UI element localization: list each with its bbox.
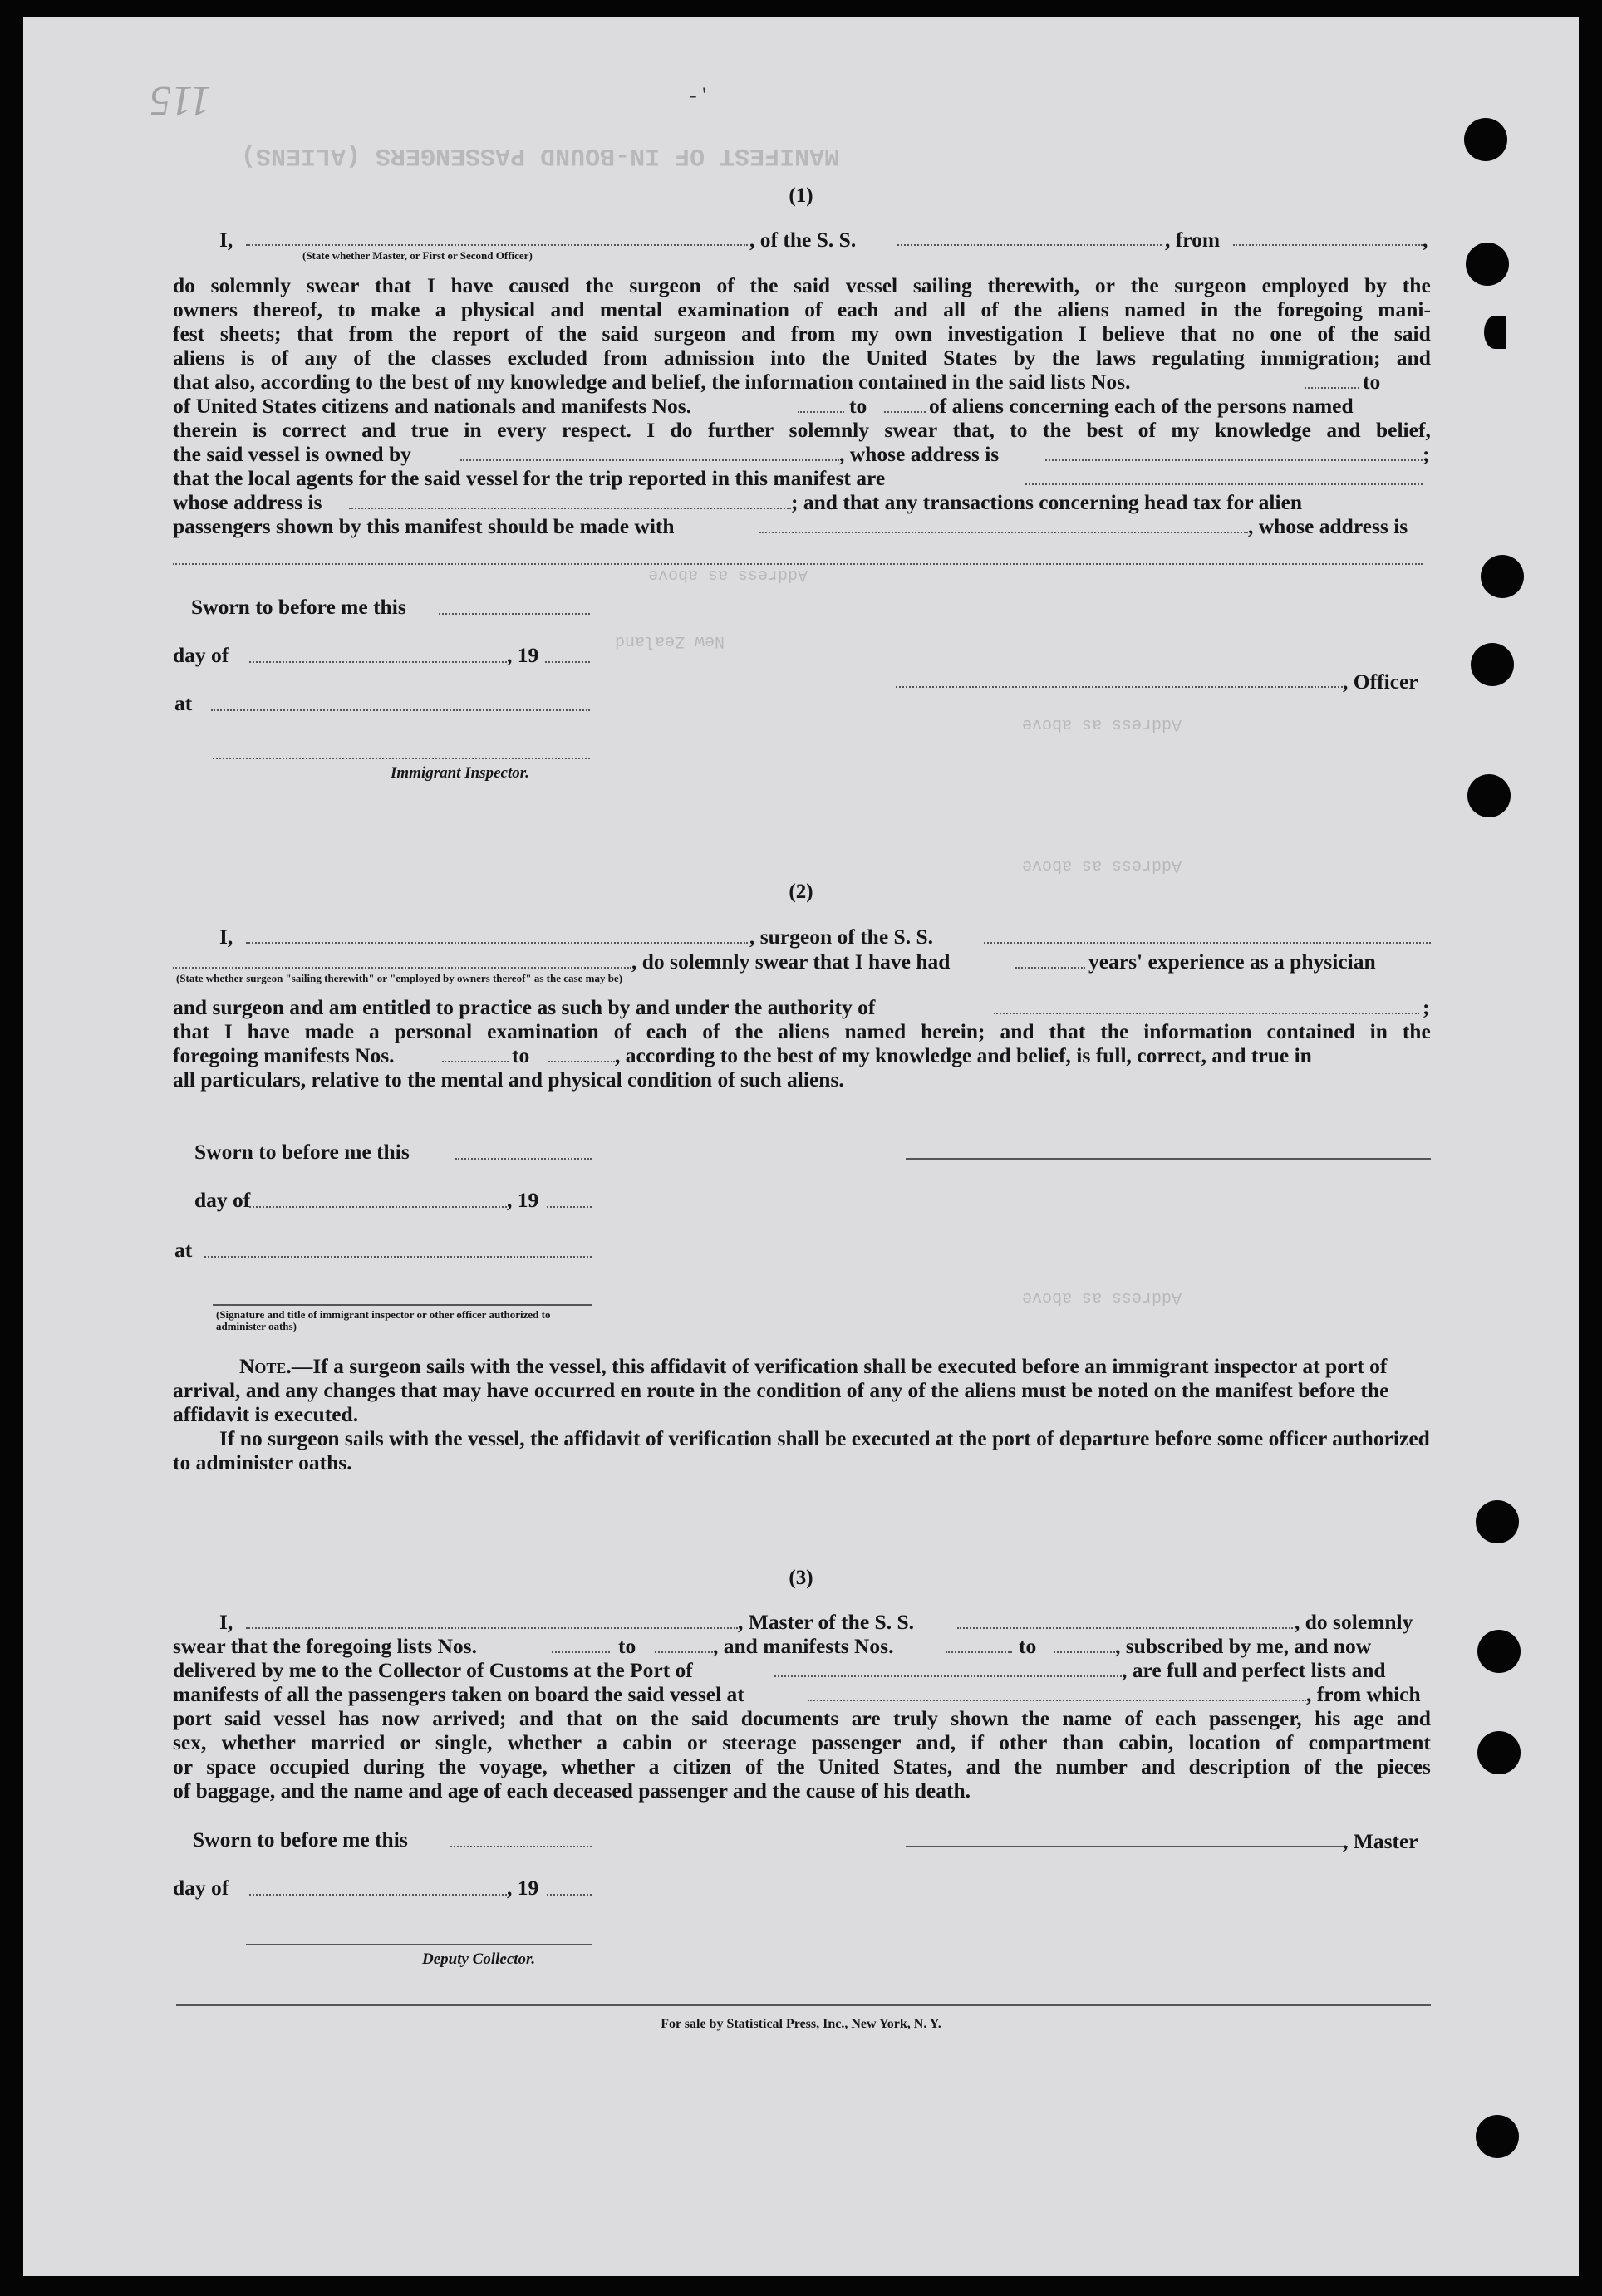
s1-officer-signature-field[interactable]	[896, 686, 1343, 688]
bleed-through-text: Address as above	[1022, 856, 1182, 875]
s2-surgeon-type-field[interactable]	[173, 967, 631, 969]
bleed-through-text: MANIFEST OF IN-BOUND PASSENGERS (ALIENS)	[241, 141, 840, 169]
s2-semicolon: ;	[1423, 995, 1430, 1019]
section-3-number: (3)	[789, 1567, 813, 1589]
s2-years-experience: years' experience as a physician	[1088, 949, 1376, 974]
s3-departure-port-field[interactable]	[808, 1700, 1306, 1701]
punch-hole	[1476, 2115, 1519, 2158]
s1-owned-by: the said vessel is owned by	[173, 442, 411, 466]
s1-agents: that the local agents for the said vessel for the trip reported in this manifest are	[173, 466, 886, 490]
s3-manifests-from-field[interactable]	[946, 1651, 1012, 1653]
s3-master-signature-field[interactable]	[906, 1846, 1348, 1847]
s3-day-of: day of	[173, 1876, 229, 1900]
s3-from-which: , from which	[1306, 1682, 1421, 1706]
s3-vessel-field[interactable]	[957, 1627, 1293, 1629]
punch-hole	[1481, 555, 1524, 598]
s1-transactions: ; and that any transactions concerning head tax for alien	[791, 490, 1303, 514]
s2-place-field[interactable]	[204, 1256, 592, 1258]
s2-day-of: day of	[194, 1188, 251, 1212]
s2-years-field[interactable]	[1015, 967, 1085, 969]
s3-lists-to-field[interactable]	[655, 1651, 713, 1653]
s2-manifests-from-field[interactable]	[442, 1061, 509, 1062]
s1-agents-field[interactable]	[1025, 483, 1423, 485]
s2-authority-field[interactable]	[994, 1013, 1419, 1014]
bleed-through-text: Address as above	[1022, 714, 1182, 733]
s1-place-field[interactable]	[211, 709, 590, 711]
s3-master-name-field[interactable]	[246, 1627, 738, 1629]
s1-i: I,	[219, 228, 233, 252]
s3-sworn: Sworn to before me this	[193, 1827, 408, 1852]
s1-to-2: to	[849, 394, 867, 418]
s1-made-with: passengers shown by this manifest should be made with	[173, 514, 675, 538]
s1-agents-address-field[interactable]	[349, 508, 791, 509]
section-2-number: (2)	[789, 881, 813, 903]
s1-lists-nos: that also, according to the best of my knowledge and belief, the information contained in the said lists Nos.	[173, 370, 1131, 394]
s1-head-tax-address-field[interactable]	[173, 563, 1423, 565]
s2-i: I,	[219, 925, 233, 949]
bleed-through-text: Address as above	[648, 565, 808, 584]
s1-text-line: owners thereof, to make a physical and mental examination of each and all of the aliens named in the foregoing mani-	[173, 297, 1431, 321]
s3-year: , 19	[507, 1876, 539, 1900]
s1-inspector-signature-field[interactable]	[213, 758, 590, 759]
s1-semicolon: ;	[1423, 442, 1430, 466]
s2-to: to	[512, 1043, 530, 1067]
s1-vessel-field[interactable]	[897, 244, 1162, 246]
s1-sworn: Sworn to before me this	[191, 595, 406, 619]
s2-text-line: that I have made a personal examination of each of the aliens named herein; and that the information contained in the	[173, 1019, 1431, 1043]
s1-immigrant-inspector: Immigrant Inspector.	[391, 764, 529, 782]
s1-comma: ,	[1423, 228, 1428, 252]
s3-day-field[interactable]	[249, 1894, 507, 1896]
s3-taken-aboard: manifests of all the passengers taken on board the said vessel at	[173, 1682, 744, 1706]
s2-manifests-to-field[interactable]	[548, 1061, 615, 1062]
s3-port-field[interactable]	[774, 1675, 1122, 1677]
s1-agents-address-label: whose address is	[173, 490, 322, 514]
s1-of-aliens: of aliens concerning each of the persons named	[929, 394, 1354, 418]
s3-i: I,	[219, 1610, 233, 1634]
s1-owner-address-label: , whose address is	[839, 442, 1000, 466]
s1-at: at	[174, 691, 193, 715]
punch-hole	[1466, 243, 1509, 286]
s2-vessel-field[interactable]	[984, 942, 1431, 944]
s1-of-ss: , of the S. S.	[749, 228, 857, 252]
s1-day-field[interactable]	[249, 661, 507, 663]
s1-officer: , Officer	[1343, 670, 1418, 694]
punch-hole	[1477, 1630, 1521, 1673]
s2-inspector-signature-field[interactable]	[213, 1304, 592, 1306]
s1-head-tax-party-field[interactable]	[759, 532, 1248, 533]
pencil-annotation: 115	[150, 77, 212, 125]
s3-manifests-to-field[interactable]	[1054, 1651, 1115, 1653]
s2-at: at	[174, 1238, 193, 1262]
s3-year-field[interactable]	[547, 1894, 592, 1896]
s1-text-line: do solemnly swear that I have caused the surgeon of the said vessel sailing therewith, or the surgeon employed by the	[173, 273, 1431, 297]
punch-hole	[1464, 118, 1507, 161]
s1-year-field[interactable]	[545, 661, 590, 663]
printer-imprint: For sale by Statistical Press, Inc., New York, N. Y.	[661, 2017, 941, 2031]
s1-lists-from-field[interactable]	[1305, 387, 1359, 389]
section-1-number: (1)	[789, 184, 813, 207]
s1-text-line: fest sheets; that from the report of the said surgeon and from my own investigation I believe that no one of the said	[173, 321, 1431, 346]
s3-lists-from-field[interactable]	[552, 1651, 610, 1653]
s3-text-line: sex, whether married or single, whether a cabin or steerage passenger and, if other than cabin, location of compartment	[173, 1730, 1431, 1754]
s1-whose-address-end: , whose address is	[1248, 514, 1408, 538]
s3-text-line: of baggage, and the name and age of each deceased passenger and the cause of his death.	[173, 1778, 971, 1803]
s1-day-of: day of	[173, 643, 229, 667]
note-paragraph-2: If no surgeon sails with the vessel, the affidavit of verification shall be executed at the port of departure before some officer authorized to administer oaths.	[173, 1426, 1430, 1474]
s1-sworn-field[interactable]	[439, 613, 590, 615]
s3-full-perfect: , are full and perfect lists and	[1122, 1658, 1386, 1682]
s2-particulars: all particulars, relative to the mental and physical condition of such aliens.	[173, 1067, 844, 1092]
s1-owner-address-field[interactable]	[1045, 459, 1423, 461]
s2-year-field[interactable]	[547, 1206, 592, 1208]
s2-swear: , do solemnly swear that I have had	[631, 949, 951, 974]
note-label: Note.	[239, 1354, 292, 1378]
s3-lists-nos: swear that the foregoing lists Nos.	[173, 1634, 477, 1658]
s2-surgeon-signature-field[interactable]	[906, 1158, 1431, 1160]
s3-text-line: or space occupied during the voyage, whether a citizen of the United States, and the number and description of the pieces	[173, 1754, 1431, 1778]
s1-text-line: aliens is of any of the classes excluded from admission into the United States by the laws regulating immigration; and	[173, 346, 1431, 370]
note-text-1: —If a surgeon sails with the vessel, this affidavit of verification shall be executed before an immigrant inspector at port of arrival, and any changes that may have occurred en route in the condition of any of the aliens must be noted on the manifest before the affidavit is executed.	[173, 1354, 1389, 1426]
s3-master-of-ss: , Master of the S. S.	[738, 1610, 915, 1634]
bleed-through-text: New Zealand	[615, 631, 725, 650]
s2-surgeon-note: (State whether surgeon "sailing therewith" or "employed by owners thereof" as the case may be)	[176, 972, 623, 984]
s1-text-line: therein is correct and true in every respect. I do further solemnly swear that, to the best of my knowledge and belief,	[173, 418, 1431, 442]
s3-collector-port: delivered by me to the Collector of Customs at the Port of	[173, 1658, 693, 1682]
s2-foregoing-nos: foregoing manifests Nos.	[173, 1043, 395, 1067]
s3-sworn-field[interactable]	[450, 1846, 592, 1847]
s3-do-solemnly: , do solemnly	[1295, 1610, 1413, 1634]
punch-hole	[1484, 316, 1506, 349]
bleed-through-text: Address as above	[1022, 1288, 1182, 1307]
s2-sworn: Sworn to before me this	[194, 1140, 410, 1164]
s2-sworn-field[interactable]	[455, 1158, 592, 1160]
s1-officer-name-field[interactable]	[246, 244, 748, 246]
s3-master: , Master	[1343, 1829, 1418, 1853]
s1-manifests-nos: of United States citizens and nationals and manifests Nos.	[173, 394, 692, 418]
punch-hole	[1477, 1731, 1521, 1774]
s2-according: , according to the best of my knowledge and belief, is full, correct, and true in	[615, 1043, 1312, 1067]
s1-officer-note: (State whether Master, or First or Second Officer)	[302, 249, 533, 262]
punch-hole	[1471, 643, 1514, 686]
s2-surgeon-of-ss: , surgeon of the S. S.	[749, 925, 934, 949]
s1-from-field[interactable]	[1233, 244, 1423, 246]
s1-from: , from	[1165, 228, 1221, 252]
s2-signature-note: (Signature and title of immigrant inspector or other officer authorized to administer oaths)	[216, 1308, 551, 1332]
s3-text-line: port said vessel has now arrived; and that on the said documents are truly shown the name of each passenger, his age and	[173, 1706, 1431, 1730]
top-mark: - '	[690, 83, 706, 107]
s3-subscribed: , subscribed by me, and now	[1115, 1634, 1372, 1658]
s1-owner-field[interactable]	[460, 459, 839, 461]
footer-rule	[176, 2004, 1431, 2006]
s1-manifests-to-field[interactable]	[884, 411, 926, 413]
s1-to: to	[1363, 370, 1381, 394]
punch-hole	[1467, 774, 1511, 817]
s2-surgeon-name-field[interactable]	[246, 942, 748, 944]
s3-manifests-nos: , and manifests Nos.	[713, 1634, 894, 1658]
s2-day-field[interactable]	[249, 1206, 507, 1208]
s3-deputy-collector: Deputy Collector.	[422, 1950, 536, 1968]
s3-to: to	[618, 1634, 636, 1658]
note-paragraph-1	[173, 1354, 1431, 1426]
s1-year: , 19	[507, 643, 539, 667]
s2-year: , 19	[507, 1188, 539, 1212]
s3-to-2: to	[1019, 1634, 1037, 1658]
s3-deputy-signature-field[interactable]	[246, 1944, 592, 1945]
punch-hole	[1476, 1500, 1519, 1543]
s2-authority: and surgeon and am entitled to practice as such by and under the authority of	[173, 995, 876, 1019]
s1-manifests-from-field[interactable]	[798, 411, 844, 413]
